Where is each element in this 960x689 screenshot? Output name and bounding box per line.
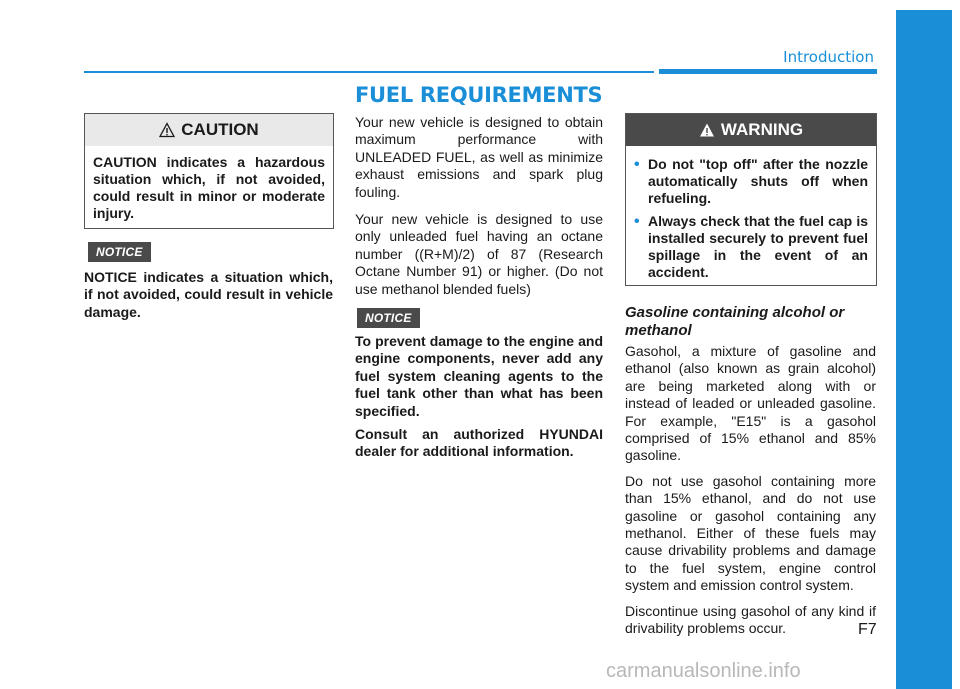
intro-text — [355, 114, 603, 308]
warning-item: • Always check that the fuel cap is installed securely to prevent fuel spillage in the event of an accident. — [634, 213, 868, 281]
caution-triangle-icon — [159, 122, 175, 138]
warning-header — [626, 114, 876, 146]
header-rule — [84, 71, 654, 73]
caution-label: CAUTION — [181, 120, 259, 139]
notice-text — [355, 333, 603, 471]
caution-box — [84, 113, 334, 229]
intro-paragraph: Your new vehicle is designed to use only unleaded fuel having an octane number ((R+M)/2) of 87 (Research Octane Number 91) or higher. (Do not use methanol blended fuels) — [355, 211, 603, 297]
gasohol-text — [625, 343, 876, 648]
caution-text: CAUTION indicates a hazardous situation which, if not avoided, could result in minor or moderate injury. — [93, 154, 325, 221]
warning-triangle-icon — [699, 122, 715, 138]
chapter-side-tab — [896, 10, 952, 689]
page-title: FUEL REQUIREMENTS — [355, 83, 603, 107]
warning-label: WARNING — [720, 120, 804, 139]
gasohol-paragraph: Do not use gasohol containing more than 15% ethanol, and do not use gasoline or gasohol containing any methanol. Either of these fuels may cause drivability problems and damage to the fuel system, engine control system and emission control system. — [625, 472, 876, 594]
header-rule-accent — [659, 69, 877, 74]
warning-item: • Do not "top off" after the nozzle automatically shuts off when refueling. — [634, 156, 868, 207]
notice-paragraph: To prevent damage to the engine and engine components, never add any fuel system cleaning agents to the fuel tank other than what has been specified. — [355, 333, 603, 419]
warning-body — [626, 146, 876, 295]
notice-badge: NOTICE — [88, 242, 151, 262]
page-number: F7 — [858, 621, 877, 638]
gasohol-heading: Gasoline containing alcohol or methanol — [625, 304, 845, 339]
warning-box — [625, 113, 877, 286]
caution-header — [85, 114, 333, 146]
gasohol-paragraph: Discontinue using gasohol of any kind if drivability problems occur. — [625, 602, 876, 637]
gasohol-paragraph: Gasohol, a mixture of gasoline and ethanol (also known as grain alcohol) are being marketed along with or instead of leaded or unleaded gasoline. For example, "E15" is a gasohol comprised of 15% ethanol and 85% gasoline. — [625, 343, 876, 464]
notice-text: NOTICE indicates a situation which, if not avoided, could result in vehicle damage. — [84, 269, 333, 320]
watermark: carmanualsonline.info — [606, 660, 801, 682]
section-label: Introduction — [783, 48, 874, 66]
notice-paragraph: Consult an authorized HYUNDAI dealer for additional information. — [355, 426, 603, 460]
notice-badge: NOTICE — [357, 308, 420, 328]
intro-paragraph: Your new vehicle is designed to obtain maximum performance with UNLEADED FUEL, as well as minimize exhaust emissions and spark plug fouling. — [355, 114, 603, 200]
